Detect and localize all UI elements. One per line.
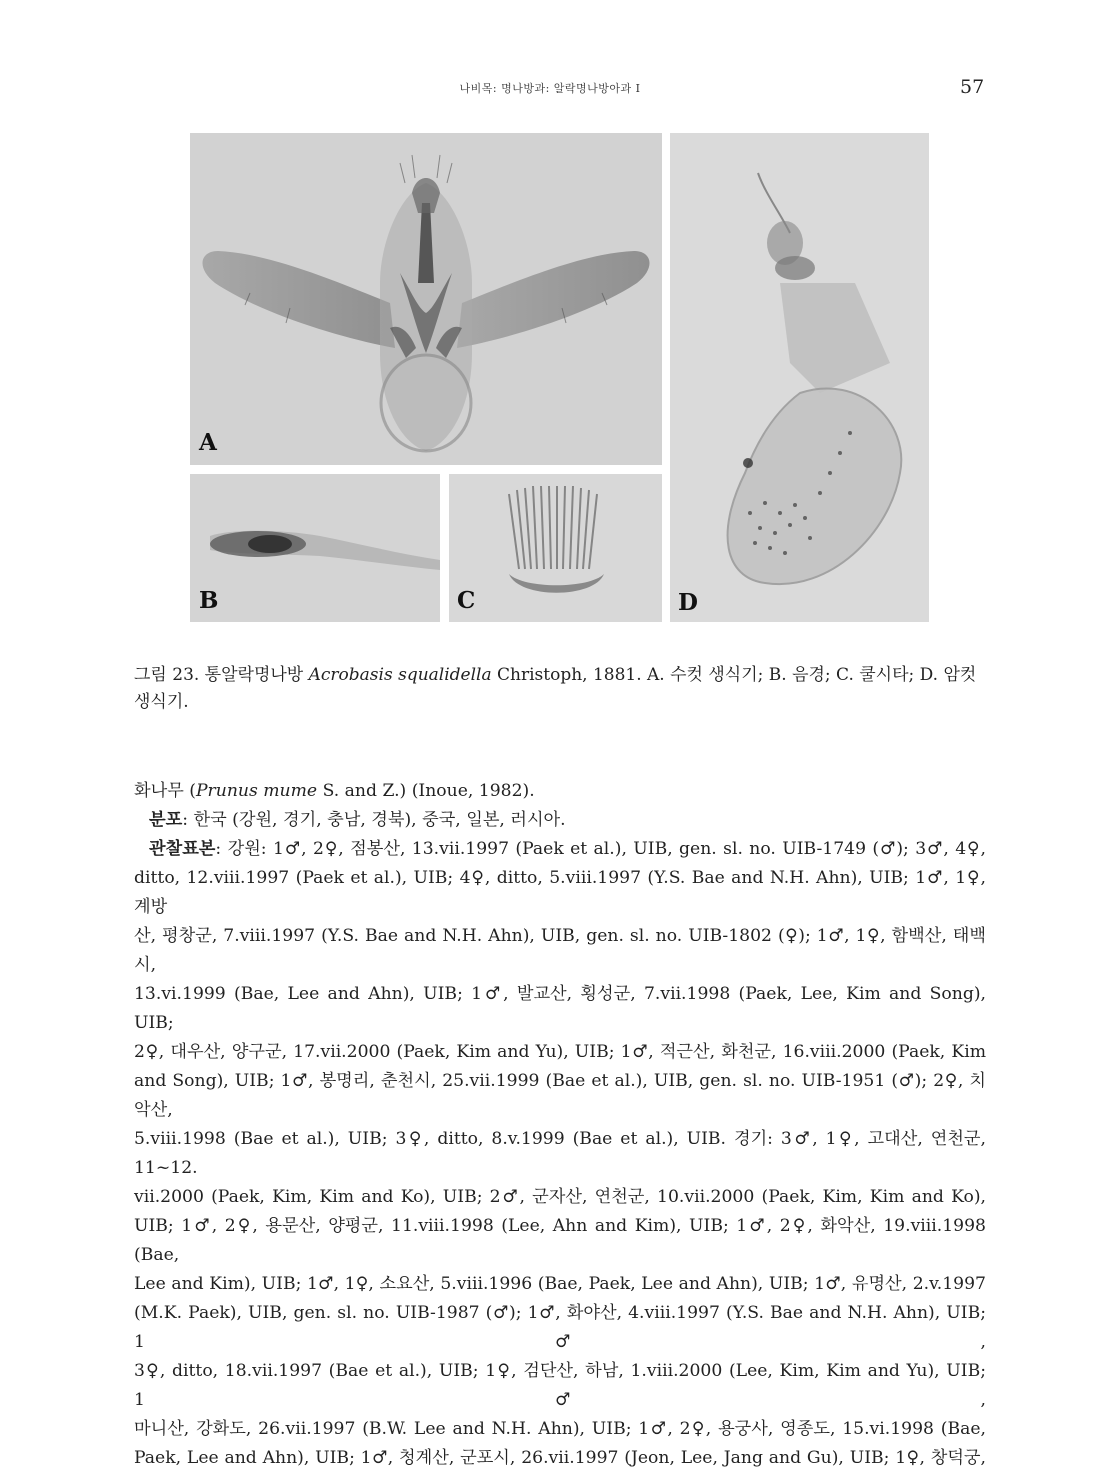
specimens-line-9: Lee and Kim), UIB; 1♂, 1♀, 소요산, 5.viii.1996 (Bae, Paek, Lee and Ahn), UIB; 1♂, 유명산, 2.v.1997 (134, 1274, 986, 1294)
running-title: 나비목: 명나방과: 알락명나방아과 I (459, 82, 641, 95)
figure-caption (134, 662, 986, 716)
specimens-line-11: 3♀, ditto, 18.vii.1997 (Bae et al.), UIB; 1♀, 검단산, 하남, 1.viii.2000 (Lee, Kim, Kim and Yu), UIB; 1♂, (134, 1361, 986, 1410)
figure-panel-b (190, 474, 440, 622)
specimens-line-6: 5.viii.1998 (Bae et al.), UIB; 3♀, ditto, 8.v.1999 (Bae et al.), UIB. 경기: 3♂, 1♀, 고대산, 연천군, 11~12. (134, 1129, 986, 1178)
specimens-line-8: UIB; 1♂, 2♀, 용문산, 양평군, 11.viii.1998 (Lee, Ahn and Kim), UIB; 1♂, 2♀, 화악산, 19.viii.1998 (Bae, (134, 1216, 986, 1265)
panel-label-b: B (199, 587, 219, 614)
panel-label-c: C (457, 587, 476, 614)
distribution-text: : 한국 (강원, 경기, 충남, 경북), 중국, 일본, 러시아. (182, 810, 566, 830)
caption-species: Acrobasis squalidella (308, 665, 492, 685)
host-pre: 화나무 ( (134, 781, 196, 801)
specimens-line-4: 2♀, 대우산, 양구군, 17.vii.2000 (Paek, Kim and Yu), UIB; 1♂, 적근산, 화천군, 16.viii.2000 (Paek, Kim (134, 1042, 986, 1062)
specimens-line-10: (M.K. Paek), UIB, gen. sl. no. UIB-1987 (♂); 1♂, 화야산, 4.viii.1997 (Y.S. Bae and N.H. Ahn), UIB; 1♂, (134, 1303, 986, 1352)
figure-panel-a (190, 133, 662, 465)
caption-suffix: Christoph, 1881. A. 수컷 생식기; B. 음경; C. 쿨시타; D. 암컷 생식기. (134, 665, 977, 712)
body-text (134, 777, 986, 1473)
aedeagus-image (190, 474, 440, 622)
specimens-line-3: 13.vi.1999 (Bae, Lee and Ahn), UIB; 1♂, 발교산, 횡성군, 7.vii.1998 (Paek, Lee, Kim and Song), UIB; (134, 984, 986, 1033)
specimens-line-1: ditto, 12.viii.1997 (Paek et al.), UIB; 4♀, ditto, 5.viii.1997 (Y.S. Bae and N.H. Ahn), UIB; 1♂, 1♀, 계방 (134, 868, 986, 917)
specimens-label: 관찰표본 (149, 839, 216, 859)
figure-panel-d (670, 133, 929, 622)
specimens-line-0 (134, 835, 986, 864)
host-post: S. and Z.) (Inoue, 1982). (317, 781, 535, 801)
figure-panel-c (449, 474, 662, 622)
culcita-image (449, 474, 662, 622)
page-number: 57 (960, 76, 985, 98)
specimens-line-7: vii.2000 (Paek, Kim, Kim and Ko), UIB; 2♂, 군자산, 연천군, 10.vii.2000 (Paek, Kim, Kim and Ko), (134, 1187, 986, 1207)
panel-label-d: D (678, 589, 698, 616)
specimens-line-12: 마니산, 강화도, 26.vii.1997 (B.W. Lee and N.H. Ahn), UIB; 1♂, 2♀, 용궁사, 영종도, 15.vi.1998 (Bae, (134, 1419, 986, 1439)
panel-label-a: A (199, 429, 217, 456)
female-genitalia-image (670, 133, 929, 622)
specimens-text-0: : 강원: 1♂, 2♀, 점봉산, 13.vii.1997 (Paek et al.), UIB, gen. sl. no. UIB-1749 (♂); 3♂, 4♀, (215, 839, 986, 859)
specimens-line-13: Paek, Lee and Ahn), UIB; 1♂, 청계산, 군포시, 26.vii.1997 (Jeon, Lee, Jang and Gu), UIB; 1♀, 창덕궁, (134, 1448, 986, 1468)
specimens-line-5: and Song), UIB; 1♂, 봉명리, 춘천시, 25.vii.1999 (Bae et al.), UIB, gen. sl. no. UIB-1951 (♂); 2♀, 치악산, (134, 1071, 986, 1120)
host-species: Prunus mume (195, 781, 318, 801)
specimens-line-2: 산, 평창군, 7.viii.1997 (Y.S. Bae and N.H. Ahn), UIB, gen. sl. no. UIB-1802 (♀); 1♂, 1♀, 함백산, 태백시, (134, 926, 986, 975)
distribution-label: 분포 (149, 810, 183, 830)
male-genitalia-image (190, 133, 662, 465)
distribution-paragraph (134, 806, 986, 835)
host-plant-line (134, 777, 986, 806)
caption-prefix: 그림 23. 통알락명나방 (134, 665, 309, 685)
